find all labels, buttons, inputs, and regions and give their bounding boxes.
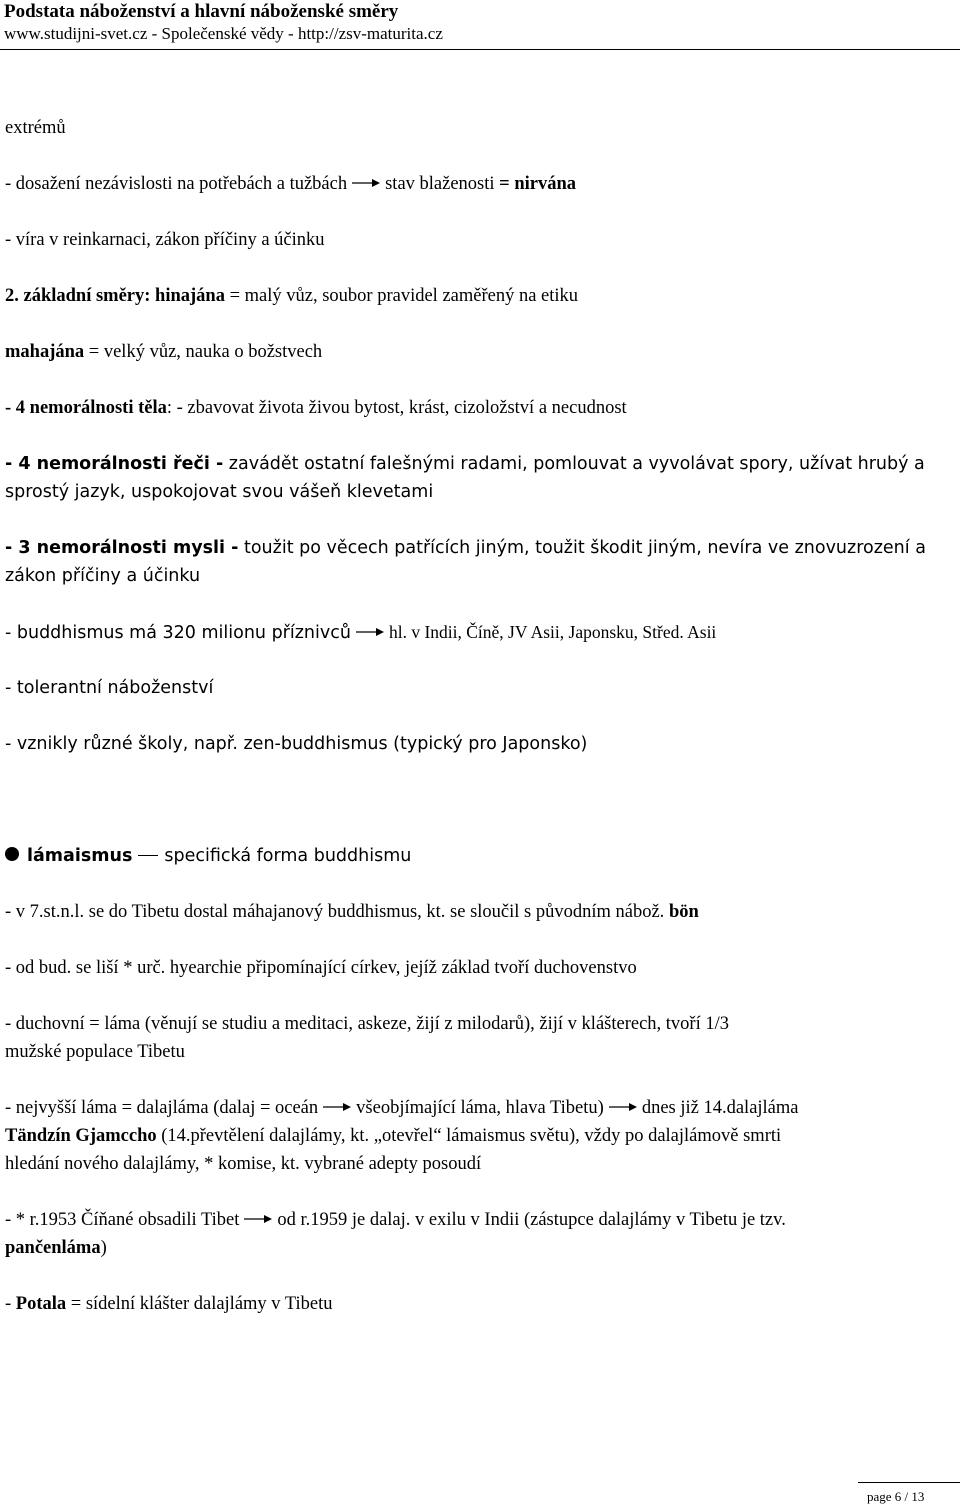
emphasis-text: - 3 nemorálnosti mysli - bbox=[5, 538, 239, 558]
paragraph-16 bbox=[5, 1094, 799, 1178]
text: - duchovní = láma (věnují se studiu a meditaci, askeze, žijí z milodarů), žijí v klášterech, tvoří 1/3 bbox=[5, 1014, 730, 1034]
text: : - zbavovat života živou bytost, krást, cizoložství a necudnost bbox=[166, 398, 627, 418]
right-arrow-icon bbox=[351, 176, 381, 190]
text: = malý vůz, soubor pravidel zaměřený na etiku bbox=[224, 286, 579, 306]
text: hledání nového dalajlámy, * komise, kt. vybrané adepty posoudí bbox=[5, 1154, 482, 1174]
paragraph-8 bbox=[5, 534, 926, 590]
page-number: page 6 / 13 bbox=[867, 1489, 925, 1504]
paragraph-13 bbox=[5, 898, 699, 926]
emphasis-text: bön bbox=[664, 902, 699, 922]
dash-icon bbox=[138, 855, 158, 856]
header-divider bbox=[0, 49, 960, 50]
text: toužit po věcech patřících jiným, toužit škodit jiným, nevíra ve znovuzrození a bbox=[238, 538, 926, 558]
text: - * r.1953 Číňané obsadili Tibet bbox=[5, 1210, 240, 1230]
emphasis-text: - 4 nemorálnosti řeči - bbox=[5, 454, 224, 474]
text: hl. v Indii, Číně, JV Asii, Japonsku, Střed. Asii bbox=[388, 622, 717, 642]
emphasis-text: Tändzín Gjamccho bbox=[5, 1126, 157, 1146]
text: - víra v reinkarnaci, zákon příčiny a účinku bbox=[5, 230, 325, 250]
text: - tolerantní náboženství bbox=[5, 678, 214, 698]
text: = velký vůz, nauka o božstvech bbox=[84, 342, 323, 362]
emphasis-text: = nirvána bbox=[499, 174, 577, 194]
bullet-icon bbox=[5, 847, 19, 861]
emphasis-text: mahajána bbox=[5, 342, 85, 362]
emphasis-text: 2. základní směry: hinajána bbox=[5, 286, 225, 306]
text: - nejvyšší láma = dalajláma (dalaj = oceán bbox=[5, 1098, 319, 1118]
text: od r.1959 je dalaj. v exilu v Indii (zástupce dalajlámy v Tibetu je tzv. bbox=[277, 1210, 786, 1230]
right-arrow-icon bbox=[355, 625, 385, 639]
text: dnes již 14.dalajláma bbox=[641, 1098, 799, 1118]
footer-divider bbox=[858, 1482, 960, 1483]
text: specifická forma buddhismu bbox=[164, 846, 412, 866]
emphasis-text: Potala bbox=[15, 1294, 67, 1314]
paragraph-6 bbox=[5, 394, 627, 422]
paragraph-11 bbox=[5, 730, 587, 758]
paragraph-17 bbox=[5, 1206, 786, 1262]
paragraph-4 bbox=[5, 282, 578, 310]
paragraph-18 bbox=[5, 1290, 332, 1318]
emphasis-text: pančenláma bbox=[5, 1238, 101, 1258]
paragraph-5 bbox=[5, 338, 322, 366]
text: ) bbox=[100, 1238, 107, 1258]
text: - dosažení nezávislosti na potřebách a tužbách bbox=[5, 174, 348, 194]
text: - vznikly různé školy, např. zen-buddhismus (typický pro Japonsko) bbox=[5, 734, 588, 754]
right-arrow-icon bbox=[608, 1100, 638, 1114]
paragraph-14 bbox=[5, 954, 637, 982]
text: - od bud. se liší * urč. hyearchie připomínající církev, jejíž základ tvoří duchovenstvo bbox=[5, 958, 637, 978]
text: - buddhismus má 320 milionu příznivců bbox=[5, 623, 351, 643]
paragraph-1 bbox=[5, 114, 66, 142]
paragraph-7 bbox=[5, 450, 925, 506]
paragraph-3 bbox=[5, 226, 325, 254]
emphasis-text: - 4 nemorálnosti těla bbox=[5, 398, 167, 418]
text: zavádět ostatní falešnými radami, pomlouvat a vyvolávat spory, užívat hrubý a bbox=[223, 454, 925, 474]
right-arrow-icon bbox=[322, 1100, 352, 1114]
text: všeobjímající láma, hlava Tibetu) bbox=[356, 1098, 604, 1118]
right-arrow-icon bbox=[243, 1212, 273, 1226]
document-title: Podstata náboženství a hlavní náboženské směry bbox=[4, 1, 399, 22]
paragraph-12 bbox=[5, 842, 411, 870]
paragraph-9 bbox=[5, 618, 716, 647]
text: sprostý jazyk, uspokojovat svou vášeň klevetami bbox=[5, 482, 434, 502]
text: mužské populace Tibetu bbox=[5, 1042, 185, 1062]
emphasis-text: lámaismus bbox=[27, 846, 133, 866]
paragraph-2 bbox=[5, 170, 576, 198]
text: (14.převtělení dalajlámy, kt. „otevřel“ lámaismus světu), vždy po dalajlámově smrti bbox=[156, 1126, 782, 1146]
text: = sídelní klášter dalajlámy v Tibetu bbox=[66, 1294, 333, 1314]
text: extrémů bbox=[5, 118, 66, 138]
text: stav blaženosti bbox=[385, 174, 495, 194]
paragraph-10 bbox=[5, 674, 213, 702]
paragraph-15 bbox=[5, 1010, 729, 1066]
text: - bbox=[5, 1294, 16, 1314]
document-subtitle: www.studijni-svet.cz - Společenské vědy - http://zsv-maturita.cz bbox=[4, 24, 443, 43]
text: - v 7.st.n.l. se do Tibetu dostal máhajanový buddhismus, kt. se sloučil s původním nábož. bbox=[5, 902, 665, 922]
text: zákon příčiny a účinku bbox=[5, 566, 201, 586]
